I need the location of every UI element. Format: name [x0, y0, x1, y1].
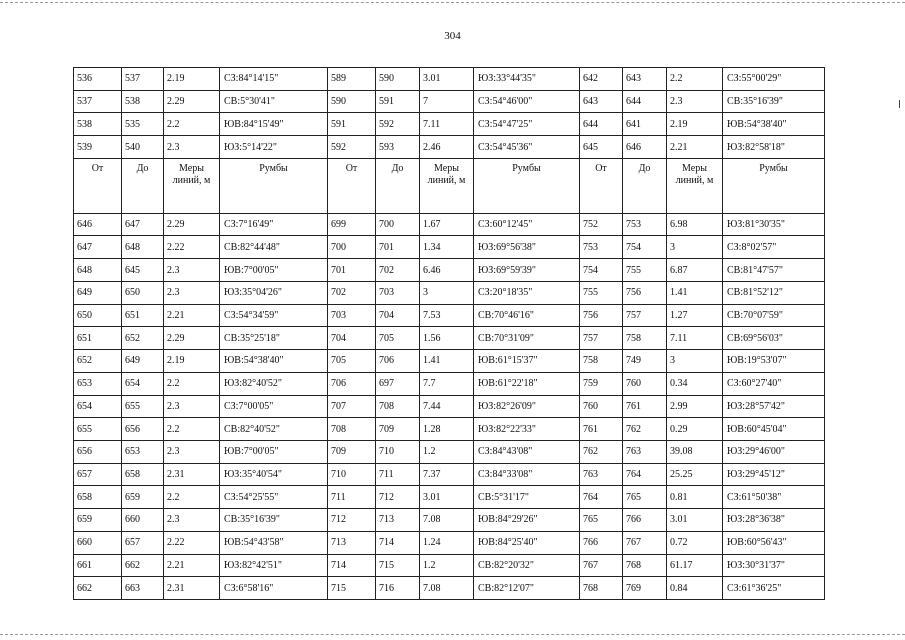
cell-to: 590 [376, 68, 420, 91]
table-row [74, 463, 825, 486]
cell-from: 706 [328, 372, 376, 395]
cell-length: 2.19 [667, 113, 723, 136]
cell-length: 2.19 [164, 68, 220, 91]
cell-from: 754 [580, 259, 623, 282]
cell-bearing: ЮВ:84°25'40" [474, 531, 580, 554]
cell-to: 704 [376, 304, 420, 327]
table-row [74, 395, 825, 418]
cell-length: 2.3 [164, 440, 220, 463]
cell-bearing: ЮЗ:29°46'00" [723, 440, 825, 463]
cell-to: 651 [122, 304, 164, 327]
cell-from: 704 [328, 327, 376, 350]
cell-bearing: СВ:5°31'17" [474, 486, 580, 509]
cell-to: 663 [122, 577, 164, 600]
cell-length: 6.46 [420, 259, 474, 282]
cell-length: 3.01 [420, 68, 474, 91]
table-row [74, 577, 825, 600]
cell-from: 654 [74, 395, 122, 418]
cell-bearing: СЗ:54°34'59" [220, 304, 328, 327]
table-row [74, 327, 825, 350]
cell-length: 0.81 [667, 486, 723, 509]
cell-from: 701 [328, 259, 376, 282]
cell-to: 657 [122, 531, 164, 554]
cell-bearing: СЗ:54°46'00" [474, 90, 580, 113]
cell-from: 662 [74, 577, 122, 600]
table-row [74, 213, 825, 236]
cell-from: 755 [580, 281, 623, 304]
table-row [74, 554, 825, 577]
cell-bearing: ЮВ:19°53'07" [723, 350, 825, 373]
cell-length: 7 [420, 90, 474, 113]
cell-bearing: СЗ:60°27'40" [723, 372, 825, 395]
cell-to: 538 [122, 90, 164, 113]
table-row [74, 90, 825, 113]
cell-from: 661 [74, 554, 122, 577]
cell-from: 768 [580, 577, 623, 600]
cell-bearing: СЗ:55°00'29" [723, 68, 825, 91]
cell-length: 2.31 [164, 463, 220, 486]
cell-length: 1.34 [420, 236, 474, 259]
cell-bearing: ЮЗ:82°58'18" [723, 136, 825, 159]
cell-to: 644 [623, 90, 667, 113]
cell-to: 710 [376, 440, 420, 463]
cell-from: 753 [580, 236, 623, 259]
page-number: 304 [444, 30, 461, 42]
cell-length: 2.29 [164, 213, 220, 236]
cell-length: 1.24 [420, 531, 474, 554]
table-row [74, 304, 825, 327]
cell-to: 758 [623, 327, 667, 350]
cell-from: 757 [580, 327, 623, 350]
cell-to: 757 [623, 304, 667, 327]
cell-from: 761 [580, 418, 623, 441]
cell-length: 2.22 [164, 236, 220, 259]
cell-to: 660 [122, 509, 164, 532]
cell-bearing: ЮВ:61°22'18" [474, 372, 580, 395]
cell-from: 657 [74, 463, 122, 486]
cell-bearing: ЮЗ:82°22'33" [474, 418, 580, 441]
cell-from: 592 [328, 136, 376, 159]
cell-from: 760 [580, 395, 623, 418]
cell-length: 2.29 [164, 90, 220, 113]
cell-from: 713 [328, 531, 376, 554]
cell-from: 658 [74, 486, 122, 509]
cell-from: 703 [328, 304, 376, 327]
cell-length: 39.08 [667, 440, 723, 463]
cell-length: 2.2 [164, 372, 220, 395]
cell-bearing: СЗ:84°33'08" [474, 463, 580, 486]
cell-from: 656 [74, 440, 122, 463]
table-row [74, 281, 825, 304]
cell-bearing: ЮЗ:33°44'35" [474, 68, 580, 91]
cell-from: 700 [328, 236, 376, 259]
cell-to: 641 [623, 113, 667, 136]
cell-from: 767 [580, 554, 623, 577]
cell-to: 593 [376, 136, 420, 159]
cell-bearing: СВ:35°25'18" [220, 327, 328, 350]
cell-length: 2.3 [667, 90, 723, 113]
cell-length: 2.3 [164, 281, 220, 304]
cell-to: 749 [623, 350, 667, 373]
cell-length: 6.98 [667, 213, 723, 236]
cell-to: 658 [122, 463, 164, 486]
cell-length: 1.28 [420, 418, 474, 441]
cell-to: 711 [376, 463, 420, 486]
cell-to: 705 [376, 327, 420, 350]
cell-to: 703 [376, 281, 420, 304]
cell-bearing: СЗ:8°02'57" [723, 236, 825, 259]
cell-length: 7.44 [420, 395, 474, 418]
header-length: Меры линий, м [667, 158, 723, 213]
cell-to: 716 [376, 577, 420, 600]
cell-bearing: СЗ:6°58'16" [220, 577, 328, 600]
cell-bearing: СЗ:54°47'25" [474, 113, 580, 136]
cell-from: 652 [74, 350, 122, 373]
cell-bearing: ЮЗ:30°31'37" [723, 554, 825, 577]
cell-length: 2.19 [164, 350, 220, 373]
cell-to: 766 [623, 509, 667, 532]
cell-length: 3 [420, 281, 474, 304]
cell-from: 537 [74, 90, 122, 113]
cell-bearing: ЮЗ:35°04'26" [220, 281, 328, 304]
cell-from: 702 [328, 281, 376, 304]
cell-length: 7.53 [420, 304, 474, 327]
cell-length: 1.56 [420, 327, 474, 350]
cell-length: 3 [667, 236, 723, 259]
cell-to: 659 [122, 486, 164, 509]
cell-length: 2.2 [164, 113, 220, 136]
cell-bearing: СВ:70°46'16" [474, 304, 580, 327]
scan-edge-mark [899, 100, 900, 108]
cell-from: 645 [580, 136, 623, 159]
table-row [74, 372, 825, 395]
cell-bearing: ЮВ:61°15'37" [474, 350, 580, 373]
cell-bearing: СВ:82°20'32" [474, 554, 580, 577]
cell-to: 768 [623, 554, 667, 577]
cell-bearing: ЮЗ:5°14'22" [220, 136, 328, 159]
table-row [74, 486, 825, 509]
cell-from: 647 [74, 236, 122, 259]
cell-bearing: СВ:35°16'39" [220, 509, 328, 532]
cell-from: 758 [580, 350, 623, 373]
cell-length: 6.87 [667, 259, 723, 282]
cell-from: 653 [74, 372, 122, 395]
table-header-row [74, 158, 825, 213]
cell-from: 712 [328, 509, 376, 532]
cell-from: 756 [580, 304, 623, 327]
cell-bearing: ЮЗ:81°30'35" [723, 213, 825, 236]
cell-length: 7.11 [420, 113, 474, 136]
cell-to: 764 [623, 463, 667, 486]
cell-bearing: ЮЗ:29°45'12" [723, 463, 825, 486]
cell-bearing: СЗ:84°14'15" [220, 68, 328, 91]
cell-to: 652 [122, 327, 164, 350]
cell-bearing: СВ:81°47'57" [723, 259, 825, 282]
cell-bearing: СВ:35°16'39" [723, 90, 825, 113]
cell-from: 642 [580, 68, 623, 91]
cell-bearing: СЗ:7°16'49" [220, 213, 328, 236]
cell-from: 649 [74, 281, 122, 304]
cell-to: 709 [376, 418, 420, 441]
cell-bearing: ЮЗ:82°26'09" [474, 395, 580, 418]
cell-bearing: СВ:70°07'59" [723, 304, 825, 327]
cell-from: 651 [74, 327, 122, 350]
cell-bearing: СЗ:61°50'38" [723, 486, 825, 509]
cell-to: 655 [122, 395, 164, 418]
cell-length: 3 [667, 350, 723, 373]
cell-from: 766 [580, 531, 623, 554]
header-to: До [623, 158, 667, 213]
header-to: До [122, 158, 164, 213]
cell-bearing: СЗ:61°36'25" [723, 577, 825, 600]
cell-to: 756 [623, 281, 667, 304]
cell-length: 7.08 [420, 577, 474, 600]
cell-to: 591 [376, 90, 420, 113]
cell-bearing: ЮЗ:35°40'54" [220, 463, 328, 486]
cell-to: 648 [122, 236, 164, 259]
cell-to: 706 [376, 350, 420, 373]
cell-bearing: СЗ:84°43'08" [474, 440, 580, 463]
cell-from: 759 [580, 372, 623, 395]
header-bearing: Румбы [723, 158, 825, 213]
cell-length: 1.41 [420, 350, 474, 373]
header-bearing: Румбы [474, 158, 580, 213]
cell-to: 769 [623, 577, 667, 600]
cell-to: 760 [623, 372, 667, 395]
cell-to: 540 [122, 136, 164, 159]
table-row [74, 259, 825, 282]
cell-to: 713 [376, 509, 420, 532]
cell-to: 763 [623, 440, 667, 463]
cell-bearing: СЗ:7°00'05" [220, 395, 328, 418]
cell-to: 715 [376, 554, 420, 577]
table-row [74, 509, 825, 532]
cell-to: 762 [623, 418, 667, 441]
cell-from: 715 [328, 577, 376, 600]
cell-to: 765 [623, 486, 667, 509]
cell-length: 0.29 [667, 418, 723, 441]
cell-to: 662 [122, 554, 164, 577]
cell-length: 0.72 [667, 531, 723, 554]
cell-length: 1.2 [420, 554, 474, 577]
cell-length: 3.01 [667, 509, 723, 532]
cell-bearing: ЮЗ:28°57'42" [723, 395, 825, 418]
cell-bearing: ЮЗ:82°42'51" [220, 554, 328, 577]
cell-length: 7.7 [420, 372, 474, 395]
cell-length: 2.3 [164, 259, 220, 282]
header-from: От [328, 158, 376, 213]
table-row [74, 68, 825, 91]
table-row [74, 440, 825, 463]
cell-length: 7.37 [420, 463, 474, 486]
cell-length: 0.34 [667, 372, 723, 395]
cell-from: 655 [74, 418, 122, 441]
cell-length: 0.84 [667, 577, 723, 600]
cell-bearing: СВ:81°52'12" [723, 281, 825, 304]
cell-to: 697 [376, 372, 420, 395]
cell-length: 2.2 [164, 486, 220, 509]
cell-bearing: ЮВ:54°38'40" [723, 113, 825, 136]
cell-bearing: СЗ:54°25'55" [220, 486, 328, 509]
cell-to: 535 [122, 113, 164, 136]
cell-length: 1.67 [420, 213, 474, 236]
cell-length: 2.3 [164, 136, 220, 159]
cell-bearing: СЗ:60°12'45" [474, 213, 580, 236]
cell-from: 711 [328, 486, 376, 509]
cell-bearing: ЮЗ:69°59'39" [474, 259, 580, 282]
cell-to: 654 [122, 372, 164, 395]
cell-from: 710 [328, 463, 376, 486]
cell-from: 763 [580, 463, 623, 486]
scan-top-edge [0, 2, 905, 3]
cell-from: 659 [74, 509, 122, 532]
survey-table [73, 67, 825, 600]
header-row [74, 158, 825, 213]
header-bearing: Румбы [220, 158, 328, 213]
cell-bearing: ЮВ:60°45'04" [723, 418, 825, 441]
cell-to: 649 [122, 350, 164, 373]
cell-length: 25.25 [667, 463, 723, 486]
cell-to: 755 [623, 259, 667, 282]
cell-length: 2.2 [667, 68, 723, 91]
cell-length: 1.41 [667, 281, 723, 304]
table-body-rows [74, 213, 825, 599]
cell-length: 2.29 [164, 327, 220, 350]
cell-to: 537 [122, 68, 164, 91]
cell-bearing: ЮВ:54°43'58" [220, 531, 328, 554]
cell-to: 647 [122, 213, 164, 236]
scan-bottom-edge [0, 634, 905, 635]
cell-length: 2.3 [164, 395, 220, 418]
cell-length: 2.46 [420, 136, 474, 159]
cell-bearing: ЮЗ:28°36'38" [723, 509, 825, 532]
cell-to: 708 [376, 395, 420, 418]
cell-bearing: ЮВ:84°29'26" [474, 509, 580, 532]
cell-to: 767 [623, 531, 667, 554]
cell-bearing: ЮВ:84°15'49" [220, 113, 328, 136]
cell-to: 754 [623, 236, 667, 259]
header-from: От [74, 158, 122, 213]
cell-to: 645 [122, 259, 164, 282]
cell-length: 2.99 [667, 395, 723, 418]
cell-from: 660 [74, 531, 122, 554]
table-row [74, 136, 825, 159]
cell-length: 2.31 [164, 577, 220, 600]
cell-to: 761 [623, 395, 667, 418]
header-from: От [580, 158, 623, 213]
cell-bearing: ЮВ:54°38'40" [220, 350, 328, 373]
cell-from: 708 [328, 418, 376, 441]
cell-to: 643 [623, 68, 667, 91]
cell-from: 648 [74, 259, 122, 282]
header-to: До [376, 158, 420, 213]
cell-length: 2.3 [164, 509, 220, 532]
cell-length: 3.01 [420, 486, 474, 509]
cell-length: 7.08 [420, 509, 474, 532]
cell-bearing: СВ:5°30'41" [220, 90, 328, 113]
cell-to: 700 [376, 213, 420, 236]
cell-length: 1.2 [420, 440, 474, 463]
cell-to: 714 [376, 531, 420, 554]
cell-from: 762 [580, 440, 623, 463]
cell-from: 643 [580, 90, 623, 113]
table-row [74, 418, 825, 441]
cell-bearing: СВ:82°44'48" [220, 236, 328, 259]
cell-from: 699 [328, 213, 376, 236]
cell-from: 589 [328, 68, 376, 91]
cell-from: 536 [74, 68, 122, 91]
cell-to: 646 [623, 136, 667, 159]
cell-to: 753 [623, 213, 667, 236]
table-row [74, 531, 825, 554]
table-row [74, 113, 825, 136]
cell-from: 590 [328, 90, 376, 113]
cell-from: 650 [74, 304, 122, 327]
cell-bearing: СЗ:20°18'35" [474, 281, 580, 304]
cell-from: 752 [580, 213, 623, 236]
cell-from: 646 [74, 213, 122, 236]
cell-to: 592 [376, 113, 420, 136]
cell-from: 591 [328, 113, 376, 136]
cell-to: 712 [376, 486, 420, 509]
cell-from: 707 [328, 395, 376, 418]
cell-bearing: ЮЗ:69°56'38" [474, 236, 580, 259]
header-length: Меры линий, м [164, 158, 220, 213]
cell-from: 539 [74, 136, 122, 159]
cell-length: 2.21 [164, 554, 220, 577]
cell-bearing: ЮЗ:82°40'52" [220, 372, 328, 395]
cell-to: 701 [376, 236, 420, 259]
cell-from: 709 [328, 440, 376, 463]
cell-from: 538 [74, 113, 122, 136]
cell-to: 702 [376, 259, 420, 282]
cell-length: 2.21 [164, 304, 220, 327]
table-top-rows [74, 68, 825, 159]
cell-length: 2.21 [667, 136, 723, 159]
cell-bearing: ЮВ:60°56'43" [723, 531, 825, 554]
cell-length: 2.2 [164, 418, 220, 441]
cell-length: 61.17 [667, 554, 723, 577]
cell-from: 705 [328, 350, 376, 373]
cell-to: 650 [122, 281, 164, 304]
cell-length: 7.11 [667, 327, 723, 350]
cell-length: 2.22 [164, 531, 220, 554]
cell-bearing: СВ:82°40'52" [220, 418, 328, 441]
table-row [74, 236, 825, 259]
cell-length: 1.27 [667, 304, 723, 327]
cell-bearing: ЮВ:7°00'05" [220, 259, 328, 282]
table-row [74, 350, 825, 373]
cell-from: 765 [580, 509, 623, 532]
cell-bearing: СВ:82°12'07" [474, 577, 580, 600]
cell-from: 764 [580, 486, 623, 509]
cell-bearing: СВ:70°31'09" [474, 327, 580, 350]
cell-from: 714 [328, 554, 376, 577]
cell-bearing: СВ:69°56'03" [723, 327, 825, 350]
header-length: Меры линий, м [420, 158, 474, 213]
cell-bearing: ЮВ:7°00'05" [220, 440, 328, 463]
cell-bearing: СЗ:54°45'36" [474, 136, 580, 159]
cell-to: 656 [122, 418, 164, 441]
cell-from: 644 [580, 113, 623, 136]
cell-to: 653 [122, 440, 164, 463]
